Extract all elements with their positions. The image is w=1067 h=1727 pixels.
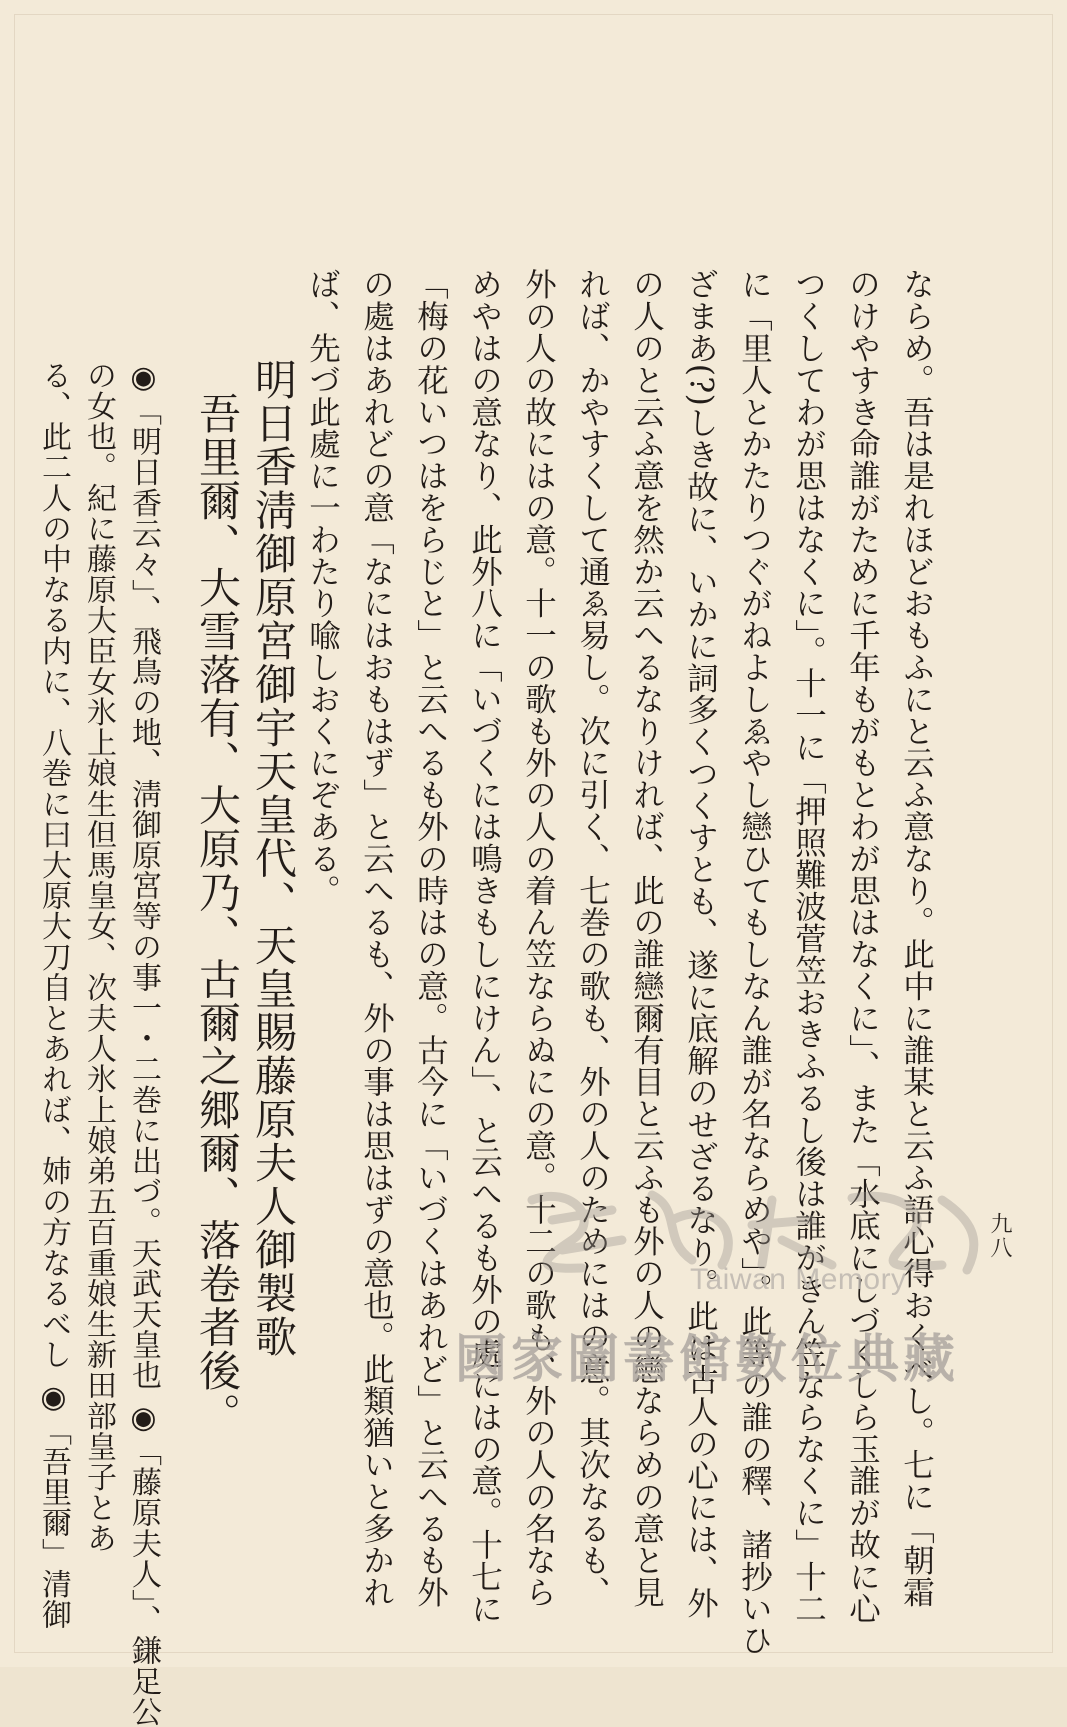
body-line-12: ば、先づ此處に一わたり喩しおくにぞある。 [304, 268, 341, 906]
note-line-1: ◉「明日香云々」、飛鳥の地、淸御原宮等の事一・二巻に出づ。天武天皇也 ◉「藤原夫人」、鎌足公 [126, 360, 161, 1727]
page-number: 九八 [987, 1212, 1012, 1260]
body-line-6: の人のと云ふ意を然か云へるなりければ、此の誰戀爾有目と云ふも外の人の戀ならめの意と見 [628, 268, 665, 1608]
body-line-3: つくしてわが思はなくに」。十一に「押照難波菅笠おきふるし後は誰がきん笠ならなくに」十二 [790, 268, 827, 1624]
body-line-5: ざまあ(?)しき故に、いかに詞多くつくすとも、遂に底解のせざるなり。此は古人の心には、外 [682, 268, 719, 1619]
body-line-10: 「梅の花いつはをらじと」と云へるも外の時はの意。古今に「いづくはあれど」と云へるも外 [412, 268, 449, 1608]
note-line-2: の女也。紀に藤原大臣女氷上娘生但馬皇女、次夫人氷上娘弟五百重娘生新田部皇子とあ [81, 360, 116, 1554]
note-line-3: る、此二人の中なる内に、八巻に曰大原大刀自とあれば、姉の方なるべし ◉「吾里爾」清御 [36, 360, 71, 1630]
body-line-1: ならめ。吾は是れほどおもふにと云ふ意なり。此中に誰某と云ふ語心得おくべし。七に「朝霜 [898, 268, 935, 1608]
body-line-7: れば、かやすくして通ゑ易し。次に引く、七巻の歌も、外の人のためにはの意。其次なるも、 [574, 268, 611, 1608]
watermark-chinese: 國家圖書館數位典藏 [455, 1330, 960, 1390]
watermark-logo [512, 1180, 992, 1276]
watermark-english: Taiwan Memory [690, 1263, 907, 1296]
poem-verse: 吾里爾、大雪落有、大原乃、古爾之郷爾、落卷者後。 [193, 392, 242, 1436]
body-line-2: のけやすき命誰がために千年もがもとわが思はなくに」、また「水底にしづくしら玉誰が故に心 [844, 268, 881, 1624]
poem-title: 明日香淸御原宮御宇天皇代、天皇賜藤原夫人御製歌 [249, 358, 298, 1359]
body-line-8: 外の人の故にはの意。十一の歌も外の人の着ん笠ならぬにの意。十二の歌も、外の人の名なら [520, 268, 557, 1608]
body-line-11: の處はあれどの意「なにはおもはず」と云へるも、外の事は思はずの意也。此類猶いと多かれ [358, 268, 395, 1608]
body-line-9: めやはの意なり、此外八に「いづくには鳴きもしにけん」、と云へるも外の處にはの意。十七に [466, 268, 503, 1624]
body-line-4: に「里人とかたりつぐがねよしゑやし戀ひてもしなん誰が名ならめや」。此等の誰の釋、諸抄いひ [736, 268, 773, 1656]
